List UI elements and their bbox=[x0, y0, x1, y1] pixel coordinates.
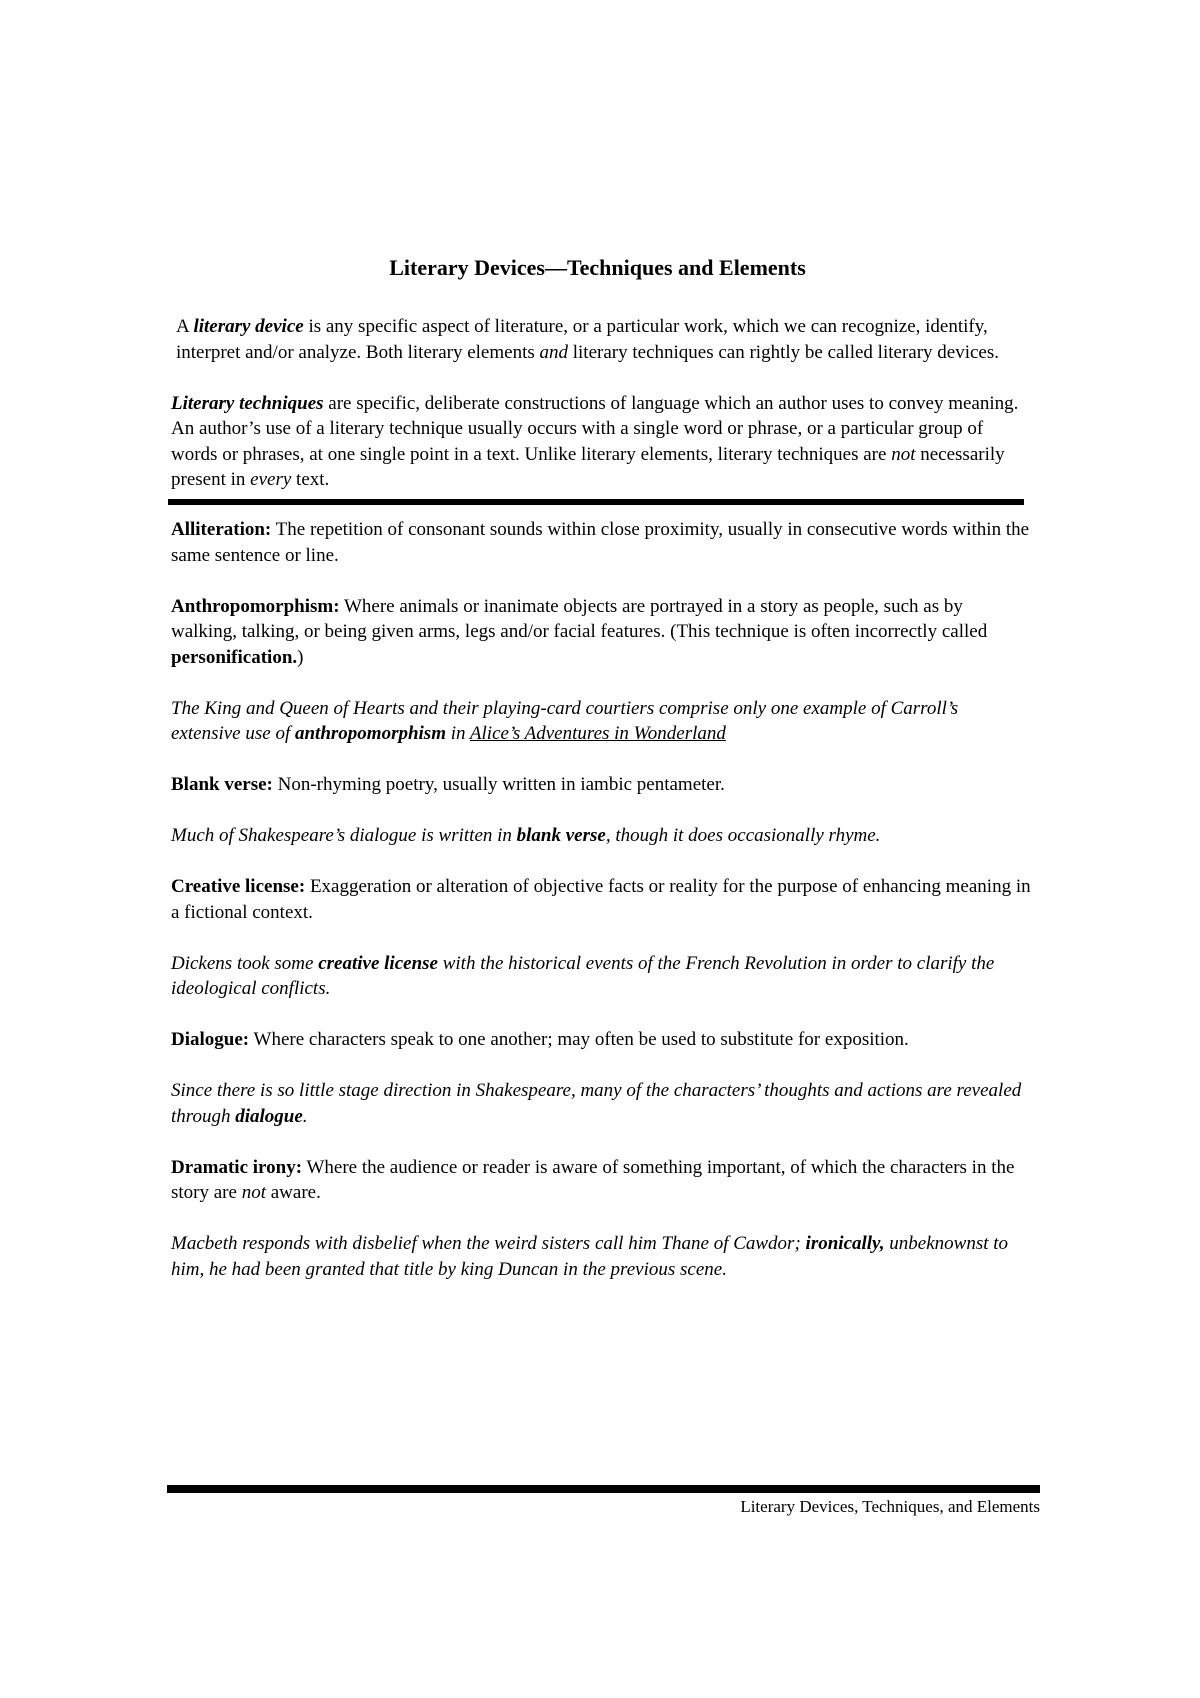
entry-dialogue: Dialogue: Where characters speak to one another; may often be used to substitute for exposition. bbox=[171, 1029, 909, 1050]
entry-blank-verse: Blank verse: Non-rhyming poetry, usually written in iambic pentameter. bbox=[171, 774, 725, 795]
example-blank-verse: Much of Shakespeare’s dialogue is written in blank verse, though it does occasionally rhyme. bbox=[171, 825, 881, 846]
document-body bbox=[171, 314, 1031, 1308]
section-divider bbox=[168, 499, 1024, 505]
entry-term: Anthropomorphism: bbox=[171, 595, 340, 617]
entry-term: Dramatic irony: bbox=[171, 1156, 303, 1178]
entry-alliteration: Alliteration: The repetition of consonant sounds within close proximity, usually in consecutive words within the same sentence or line. bbox=[171, 519, 1030, 566]
entry-dramatic-irony: Dramatic irony: Where the audience or reader is aware of something important, of which the characters in the story are not aware. bbox=[171, 1156, 1015, 1203]
example-dramatic-irony: Macbeth responds with disbelief when the weird sisters call him Thane of Cawdor; ironically, unbeknownst to him, he had been granted that title by king Duncan in the previous scene. bbox=[171, 1233, 1009, 1280]
entry-creative-license: Creative license: Exaggeration or alteration of objective facts or reality for the purpose of enhancing meaning in a fictional context. bbox=[171, 876, 1031, 923]
entry-term: Dialogue: bbox=[171, 1029, 250, 1050]
page-title: Literary Devices—Techniques and Elements bbox=[389, 255, 806, 280]
example-creative-license: Dickens took some creative license with the historical events of the French Revolution in order to clarify the ideological conflicts. bbox=[171, 952, 995, 999]
entry-term: Blank verse: bbox=[171, 774, 273, 795]
intro-paragraph-1: A literary device is any specific aspect of literature, or a particular work, which we can recognize, identify, interpret and/or analyze. Both literary elements and literary techniques can rightly be called literary devices. bbox=[176, 316, 1000, 363]
term-literary-device: literary device bbox=[193, 316, 304, 337]
footer-divider bbox=[167, 1485, 1040, 1493]
term-literary-techniques: Literary techniques bbox=[171, 392, 324, 414]
entry-anthropomorphism: Anthropomorphism: Where animals or inanimate objects are portrayed in a story as people, such as by walking, talking, or being given arms, legs and/or facial features. (This technique is often incorrectly called personification.) bbox=[171, 595, 988, 668]
entry-term: Creative license: bbox=[171, 876, 306, 897]
example-anthropomorphism: The King and Queen of Hearts and their playing-card courtiers comprise only one example of Carroll’s extensive use of anthropomorphism in Alice’s Adventures in Wonderland bbox=[171, 697, 959, 744]
entry-term: Alliteration: bbox=[171, 519, 272, 540]
example-dialogue: Since there is so little stage direction in Shakespeare, many of the characters’ thoughts and actions are revealed through dialogue. bbox=[171, 1080, 1022, 1127]
intro-paragraph-2: Literary techniques are specific, deliberate constructions of language which an author uses to convey meaning. An author’s use of a literary technique usually occurs with a single word or phrase, or a particular group of words or phrases, at one single point in a text. Unlike literary elements, literary techniques are not necessarily present in every text. bbox=[171, 392, 1019, 490]
footer-text: Literary Devices, Techniques, and Elements bbox=[740, 1497, 1040, 1516]
book-title: Alice’s Adventures in Wonderland bbox=[469, 723, 726, 744]
